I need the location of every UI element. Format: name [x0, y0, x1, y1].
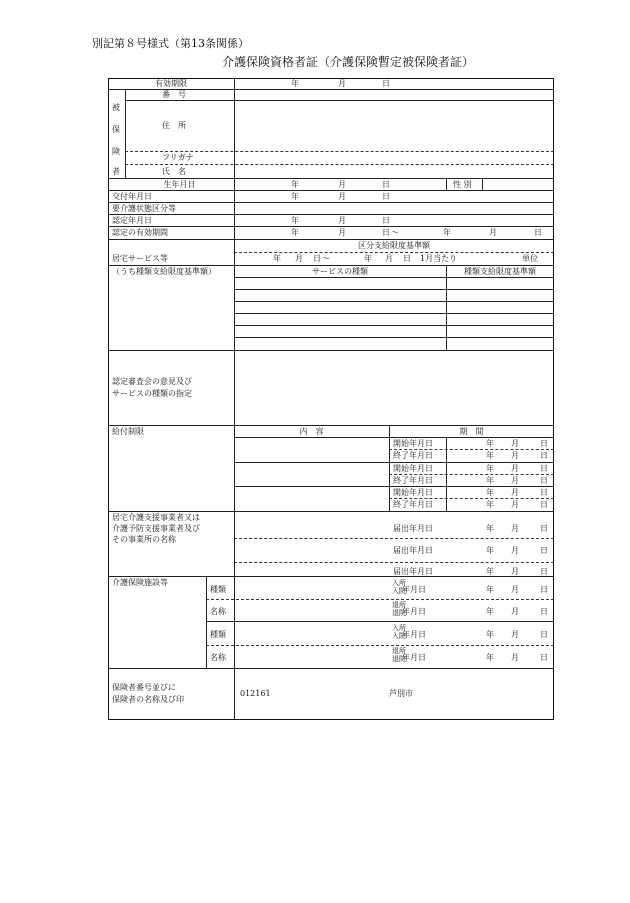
period-end-day: 日 — [534, 228, 542, 237]
end-date-label-2: 終了年月日 — [393, 476, 433, 485]
start-year-3: 年 — [486, 488, 494, 497]
insurer-label-line1: 保険者番号並びに — [112, 683, 176, 692]
enter-date-suffix-1: 年月日 — [402, 585, 426, 594]
exit-year-1: 年 — [486, 607, 494, 616]
exit-bottom-2: 退院 — [392, 655, 406, 663]
limit-amount-header: 区分支給限度基準額 — [358, 241, 430, 250]
exit-top-1: 退所 — [392, 601, 406, 609]
enter-year-2: 年 — [486, 630, 494, 639]
type-limit-sub-label: （うち種類支給限度基準額） — [112, 267, 216, 276]
opinion-label-line2: サービスの種類の指定 — [112, 389, 192, 398]
service-start-day: 日 — [313, 254, 321, 263]
start-date-label-2: 開始年月日 — [393, 464, 433, 473]
exit-day-1: 日 — [540, 607, 548, 616]
enter-month-1: 月 — [511, 585, 519, 594]
notify-month-2: 月 — [511, 546, 519, 555]
opinion-label-line1: 認定審査会の意見及び — [112, 377, 192, 386]
birth-date-label: 生年月日 — [163, 180, 196, 189]
home-service-label: 居宅サービス等 — [112, 254, 168, 263]
insured-number-label: 番 号 — [162, 90, 186, 99]
issue-date-label: 交付年月日 — [112, 192, 152, 201]
period-end-month: 月 — [489, 228, 497, 237]
notify-date-label-3: 届出年月日 — [393, 567, 433, 576]
gender-label: 性 別 — [453, 180, 472, 189]
notify-month-3: 月 — [511, 567, 519, 576]
form-number-label: 別記第８号様式（第13条関係） — [92, 37, 249, 50]
service-end-month: 月 — [385, 254, 393, 263]
end-day-3: 日 — [540, 500, 548, 509]
enter-year-1: 年 — [486, 585, 494, 594]
birth-day: 日 — [382, 180, 390, 189]
start-month-2: 月 — [511, 464, 519, 473]
enter-day-1: 日 — [540, 585, 548, 594]
cert-year: 年 — [291, 216, 299, 225]
end-date-label-3: 終了年月日 — [393, 500, 433, 509]
validity-day: 日 — [382, 79, 390, 88]
issue-month: 月 — [338, 192, 346, 201]
end-date-label-1: 終了年月日 — [393, 451, 433, 460]
notify-day-2: 日 — [540, 546, 548, 555]
insured-side-char-3: 険 — [112, 147, 120, 156]
service-end-day: 日 — [403, 254, 411, 263]
exit-month-1: 月 — [511, 607, 519, 616]
enter-date-suffix-2: 年月日 — [402, 630, 426, 639]
start-date-label-3: 開始年月日 — [393, 488, 433, 497]
start-date-label-1: 開始年月日 — [393, 439, 433, 448]
cert-date-label: 認定年月日 — [112, 216, 152, 225]
validity-label: 有効期限 — [155, 79, 187, 88]
insurer-label-line2: 保険者の名称及び印 — [112, 695, 184, 704]
notify-year-1: 年 — [486, 524, 494, 533]
insured-side-char-2: 保 — [112, 125, 120, 134]
period-tilde: 〜 — [391, 228, 399, 237]
service-start-year: 年 — [273, 254, 281, 263]
birth-year: 年 — [291, 180, 299, 189]
start-year-1: 年 — [486, 439, 494, 448]
validity-month: 月 — [338, 79, 346, 88]
cert-day: 日 — [382, 216, 390, 225]
furigana-label: フリガナ — [162, 153, 194, 162]
name-label: 氏 名 — [162, 167, 186, 176]
address-label: 住 所 — [162, 121, 186, 130]
service-tilde: 〜 — [322, 254, 330, 263]
notify-day-3: 日 — [540, 567, 548, 576]
notify-month-1: 月 — [511, 524, 519, 533]
service-start-month: 月 — [295, 254, 303, 263]
exit-top-2: 退所 — [392, 647, 406, 655]
per-month-label: 1月当たり — [420, 254, 458, 263]
end-year-2: 年 — [486, 476, 494, 485]
facility-name-label-1: 名称 — [210, 607, 226, 616]
support-label-line1: 居宅介護支援事業者又は — [112, 513, 200, 522]
enter-bottom-1: 入院 — [392, 587, 406, 595]
birth-month: 月 — [338, 180, 346, 189]
cert-period-label: 認定の有効期間 — [112, 228, 168, 237]
enter-month-2: 月 — [511, 630, 519, 639]
unit-label: 単位 — [522, 254, 538, 263]
insurer-number: 012161 — [240, 689, 271, 698]
period-header: 期 間 — [459, 427, 484, 436]
care-level-label: 要介護状態区分等 — [112, 204, 176, 213]
insurer-name: 芦別市 — [389, 689, 413, 698]
service-type-header: サービスの種類 — [312, 267, 368, 276]
facility-name-label-2: 名称 — [210, 653, 226, 662]
exit-date-suffix-2: 年月日 — [402, 653, 426, 662]
period-end-year: 年 — [443, 228, 451, 237]
period-start-month: 月 — [338, 228, 346, 237]
notify-date-label-2: 届出年月日 — [393, 546, 433, 555]
insured-side-char-1: 被 — [112, 103, 120, 112]
end-month-2: 月 — [511, 476, 519, 485]
support-label-line2: 介護予防支援事業者及び — [112, 524, 200, 533]
benefit-restriction-label: 給付制限 — [112, 427, 144, 436]
facility-type-label-1: 種類 — [210, 585, 226, 594]
start-year-2: 年 — [486, 464, 494, 473]
exit-date-suffix-1: 年月日 — [402, 607, 426, 616]
facility-type-label-2: 種類 — [210, 630, 226, 639]
service-end-year: 年 — [364, 254, 372, 263]
notify-date-label-1: 届出年月日 — [393, 524, 433, 533]
end-year-1: 年 — [486, 451, 494, 460]
enter-top-2: 入所 — [392, 624, 406, 632]
start-day-2: 日 — [540, 464, 548, 473]
exit-year-2: 年 — [486, 653, 494, 662]
enter-top-1: 入所 — [392, 579, 406, 587]
notify-year-2: 年 — [486, 546, 494, 555]
start-month-3: 月 — [511, 488, 519, 497]
page-title: 介護保険資格者証（介護保険暫定被保険者証） — [222, 55, 475, 69]
start-day-1: 日 — [540, 439, 548, 448]
issue-year: 年 — [291, 192, 299, 201]
end-month-1: 月 — [511, 451, 519, 460]
exit-month-2: 月 — [511, 653, 519, 662]
start-day-3: 日 — [540, 488, 548, 497]
cert-month: 月 — [338, 216, 346, 225]
insured-side-char-4: 者 — [112, 167, 120, 176]
issue-day: 日 — [382, 192, 390, 201]
end-day-2: 日 — [540, 476, 548, 485]
end-year-3: 年 — [486, 500, 494, 509]
notify-day-1: 日 — [540, 524, 548, 533]
notify-year-3: 年 — [486, 567, 494, 576]
exit-day-2: 日 — [540, 653, 548, 662]
end-month-3: 月 — [511, 500, 519, 509]
enter-bottom-2: 入院 — [392, 632, 406, 640]
enter-day-2: 日 — [540, 630, 548, 639]
support-label-line3: その事業所の名称 — [112, 535, 176, 544]
facility-label: 介護保険施設等 — [112, 578, 168, 587]
validity-year: 年 — [291, 79, 299, 88]
content-header: 内 容 — [299, 427, 324, 436]
period-start-year: 年 — [291, 228, 299, 237]
exit-bottom-1: 退院 — [392, 609, 406, 617]
period-start-day: 日 — [382, 228, 390, 237]
type-limit-header: 種類支給限度基準額 — [464, 267, 536, 276]
start-month-1: 月 — [511, 439, 519, 448]
end-day-1: 日 — [540, 451, 548, 460]
